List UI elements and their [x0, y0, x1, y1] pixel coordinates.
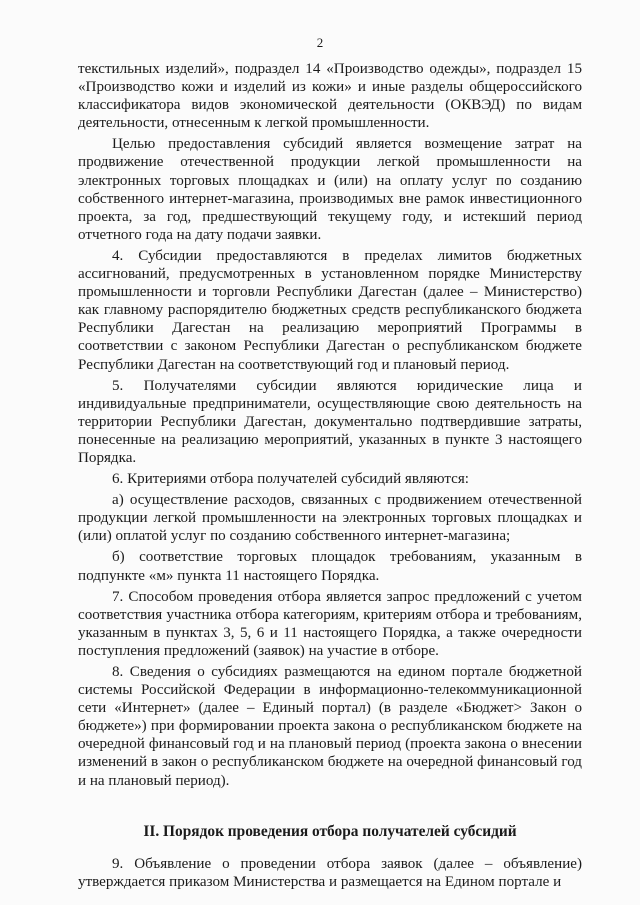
paragraph-okved: текстильных изделий», подраздел 14 «Производство одежды», подраздел 15 «Производство кожи и изделий из кожи» и иные разделы общероссийского классификатора видов экономической деятельности (ОКВЭД) по видам деятельности, отнесенным к легкой промышленности.: [78, 61, 582, 132]
paragraph-purpose: Целью предоставления субсидий является возмещение затрат на продвижение отечественной продукции легкой промышленности на электронных торговых площадках и (или) на оплату услуг по созданию собственного интернет-магазина, производимых вне рамок инвестиционного проекта, за год, предшествующий текущему году, и истекший период отчетного года на дату подачи заявки.: [78, 136, 582, 243]
paragraph-5-recipients: 5. Получателями субсидии являются юридические лица и индивидуальные предприниматели, осуществляющие свою деятельность на территории Республики Дагестан, документально подтвердившие затраты, понесенные на реализацию мероприятий, указанных в пункте 3 настоящего Порядка.: [78, 377, 582, 466]
paragraph-6b: б) соответствие торговых площадок требованиям, указанным в подпункте «м» пункта 11 настоящего Порядка.: [78, 549, 582, 584]
paragraph-7-selection-method: 7. Способом проведения отбора является запрос предложений с учетом соответствия участника отбора категориям, критериям отбора и требованиям, указанным в пунктах 3, 5, 6 и 11 настоящего Порядка, а также очередности поступления предложений (заявок) на участие в отборе.: [78, 588, 582, 659]
section-heading: II. Порядок проведения отбора получателей субсидий: [143, 822, 517, 840]
paragraph-9-announcement: 9. Объявление о проведении отбора заявок (далее – объявление) утверждается приказом Министерства и размещается на Едином портале и: [78, 855, 582, 890]
page-number: 2: [316, 35, 324, 50]
paragraph-8-unified-portal: 8. Сведения о субсидиях размещаются на едином портале бюджетной системы Российской Федерации в информационно-телекоммуникационной сети «Интернет» (далее – Единый портал) (в разделе «Бюджет> Закон о бюджете») при формировании проекта закона о республиканском бюджете на очередной финансовый год и на плановый период (проекта закона о внесении изменений в закон о республиканском бюджете на очередной финансовый год и на плановый период).: [78, 664, 582, 789]
paragraph-6a: а) осуществление расходов, связанных с продвижением отечественной продукции легкой промышленности на электронных торговых площадках и (или) оплатой услуг по созданию собственного интернет-магазина;: [78, 492, 582, 545]
document-body: [78, 60, 582, 894]
paragraph-4-budget-limits: 4. Субсидии предоставляются в пределах лимитов бюджетных ассигнований, предусмотренных в установленном порядке Министерству промышленности и торговли Республики Дагестан (далее – Министерство) как главному распорядителю бюджетных средств республиканского бюджета Республики Дагестан на реализацию мероприятий Программы в соответствии с законом Республики Дагестан о республиканском бюджете Республики Дагестан на соответствующий год и плановый период.: [78, 247, 582, 373]
paragraph-6-criteria: 6. Критериями отбора получателей субсидий являются:: [112, 471, 469, 488]
